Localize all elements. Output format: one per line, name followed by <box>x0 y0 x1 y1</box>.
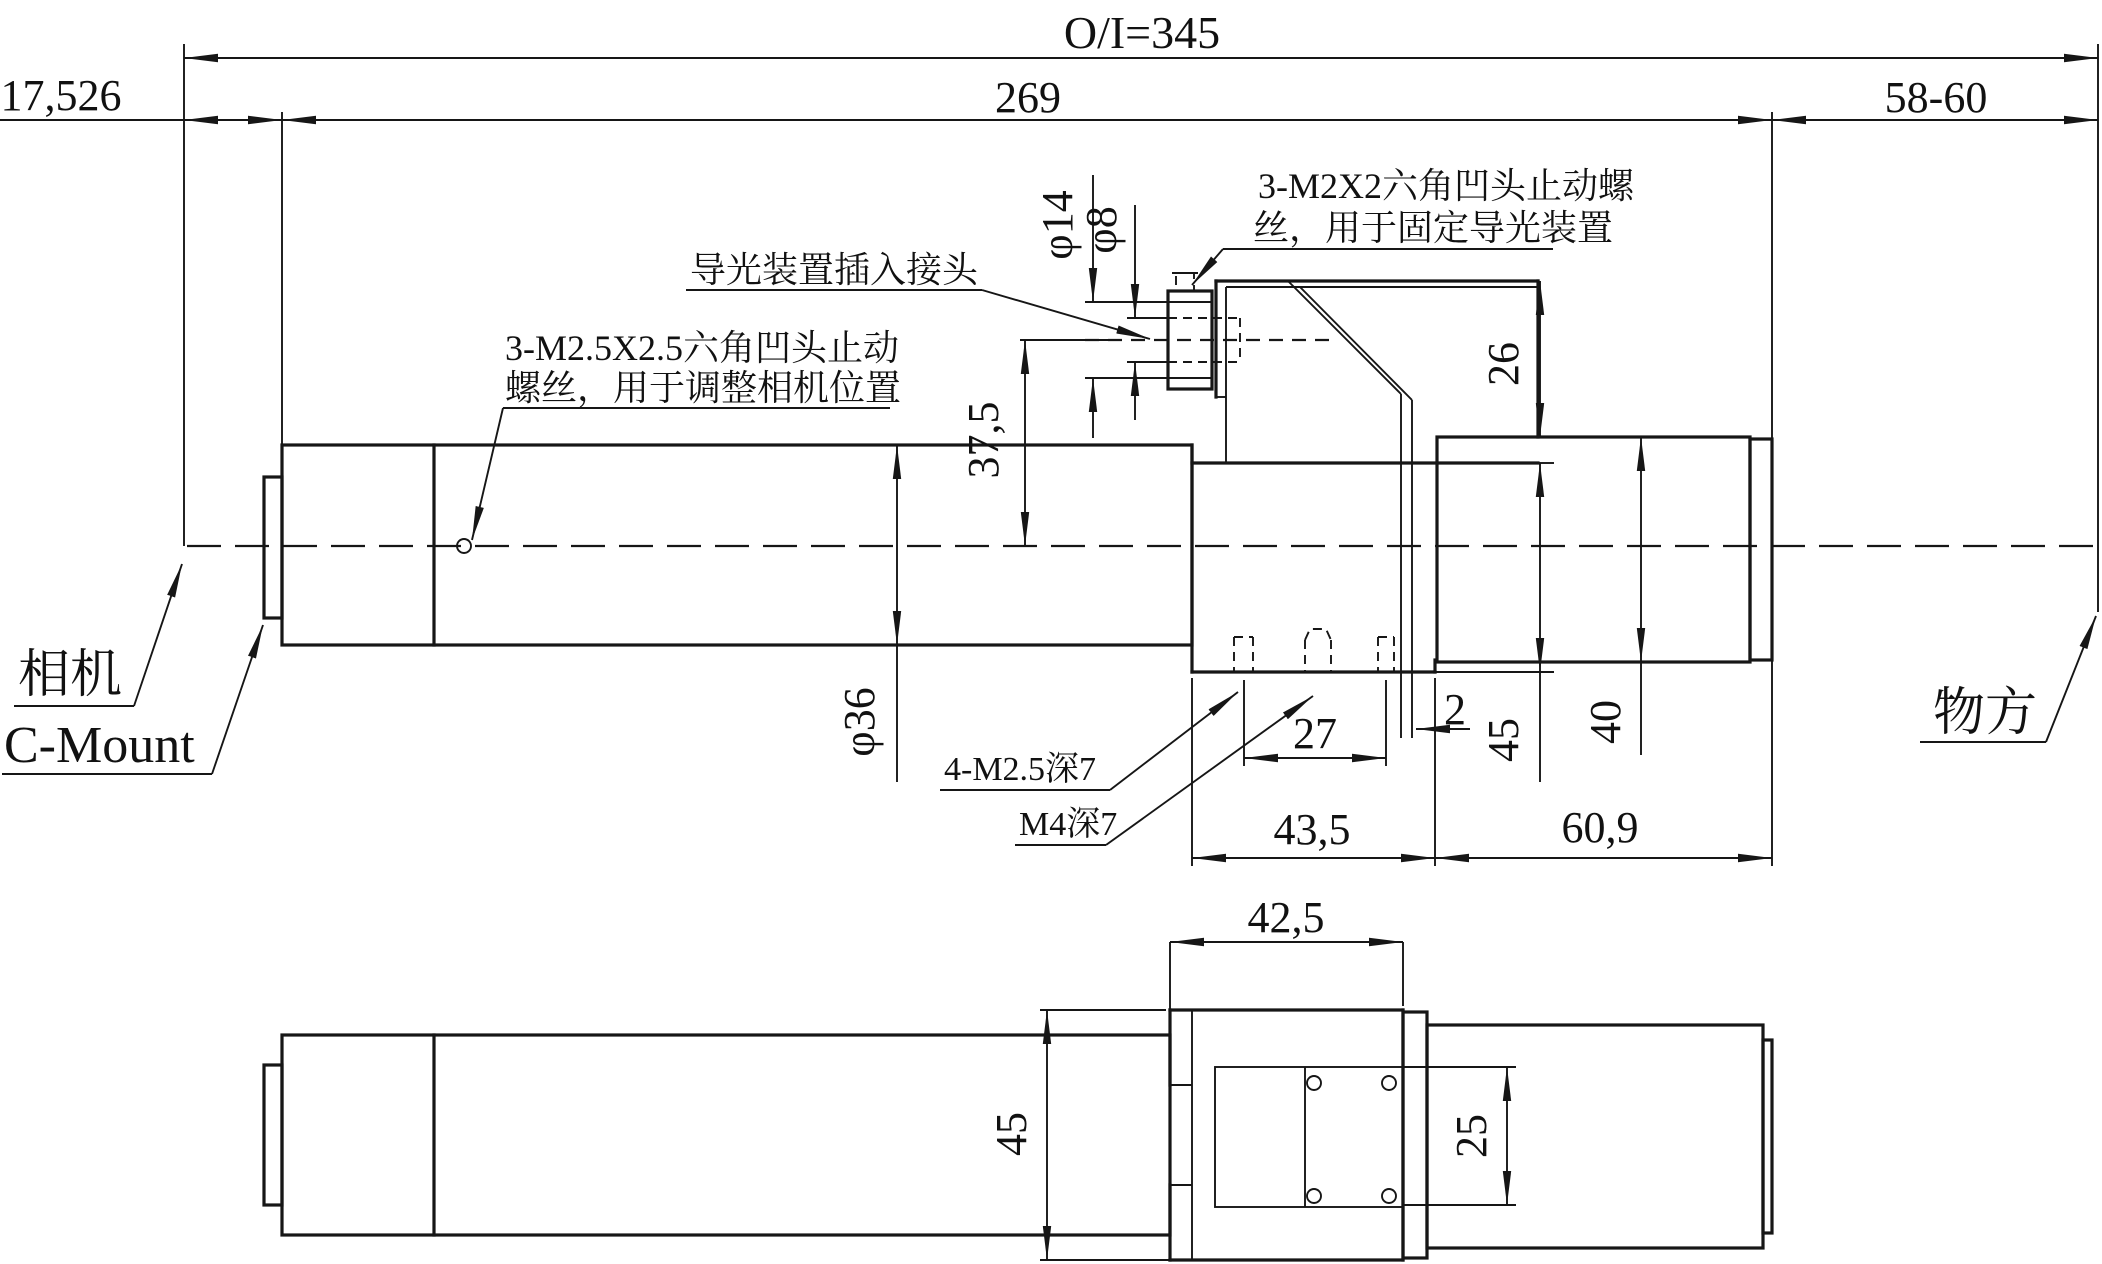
dim-port-inner-dia: φ8 <box>1077 206 1126 254</box>
label-light-guide-port: 导光装置插入接头 <box>690 250 979 290</box>
label-camera: 相机 <box>18 647 123 704</box>
dim-port-outer-dia: φ14 <box>1033 190 1082 260</box>
dim-flange-distance: 17,526 <box>0 71 122 120</box>
bv-screw-hole <box>1382 1189 1396 1203</box>
dim-block-width: 45 <box>987 1112 1036 1156</box>
label-camera-screw-1: 3-M2.5X2.5六角凹头止动 <box>505 328 899 368</box>
label-camera-screw-2: 螺丝，用于调整相机位置 <box>505 368 902 408</box>
dim-front-dia: 40 <box>1581 700 1630 744</box>
main-view <box>184 44 2098 866</box>
dim-block-length: 43,5 <box>1273 805 1351 854</box>
front-barrel <box>1437 437 1750 662</box>
label-guide-screw-1: 3-M2X2六角凹头止动螺 <box>1258 166 1634 206</box>
bv-screw-hole <box>1307 1189 1321 1203</box>
bv-c-mount-tab <box>264 1065 282 1205</box>
prism-mirror-edge-1 <box>1288 281 1401 394</box>
bv-screw-hole <box>1382 1076 1396 1090</box>
label-thread-m25: 4-M2.5深7 <box>944 751 1097 788</box>
label-guide-screw-2: 丝，用于固定导光装置 <box>1253 208 1614 248</box>
dim-working-distance: 58-60 <box>1884 73 1988 122</box>
dim-plate-height: 25 <box>1447 1114 1496 1158</box>
annotations <box>2 166 2096 845</box>
bv-barrel <box>282 1035 1170 1235</box>
dim-block-height: 45 <box>1479 718 1528 762</box>
bv-screw-hole <box>1307 1076 1321 1090</box>
label-c-mount: C-Mount <box>4 717 195 774</box>
bv-joint-ring <box>1403 1012 1427 1258</box>
dimensions-main <box>0 7 2098 866</box>
bv-mounting-plate <box>1215 1067 1403 1207</box>
threaded-holes-hidden <box>1234 629 1394 672</box>
dim-slot-width: 2 <box>1444 685 1466 734</box>
dim-barrel-dia: φ36 <box>835 687 884 757</box>
front-tip-ring <box>1750 439 1772 660</box>
dim-tube-length: 269 <box>995 73 1061 122</box>
dimensions-bottom <box>987 893 1516 1260</box>
dim-hole-spacing: 27 <box>1293 709 1337 758</box>
dim-prism-box-height: 26 <box>1479 342 1528 386</box>
dim-overall: O/I=345 <box>1063 7 1221 58</box>
prism-mirror-edge-2 <box>1300 287 1412 400</box>
dim-axis-offset: 37,5 <box>959 401 1008 479</box>
label-object-side: 物方 <box>1933 685 2038 742</box>
c-mount-ring <box>264 477 282 618</box>
bv-mounting-block <box>1170 1010 1403 1260</box>
label-thread-m4: M4深7 <box>1019 806 1118 843</box>
bv-front-tip <box>1763 1040 1772 1233</box>
port-set-screw-hidden <box>1176 273 1194 291</box>
dim-plate-width: 42,5 <box>1247 893 1325 942</box>
dim-front-length: 60,9 <box>1561 803 1639 852</box>
